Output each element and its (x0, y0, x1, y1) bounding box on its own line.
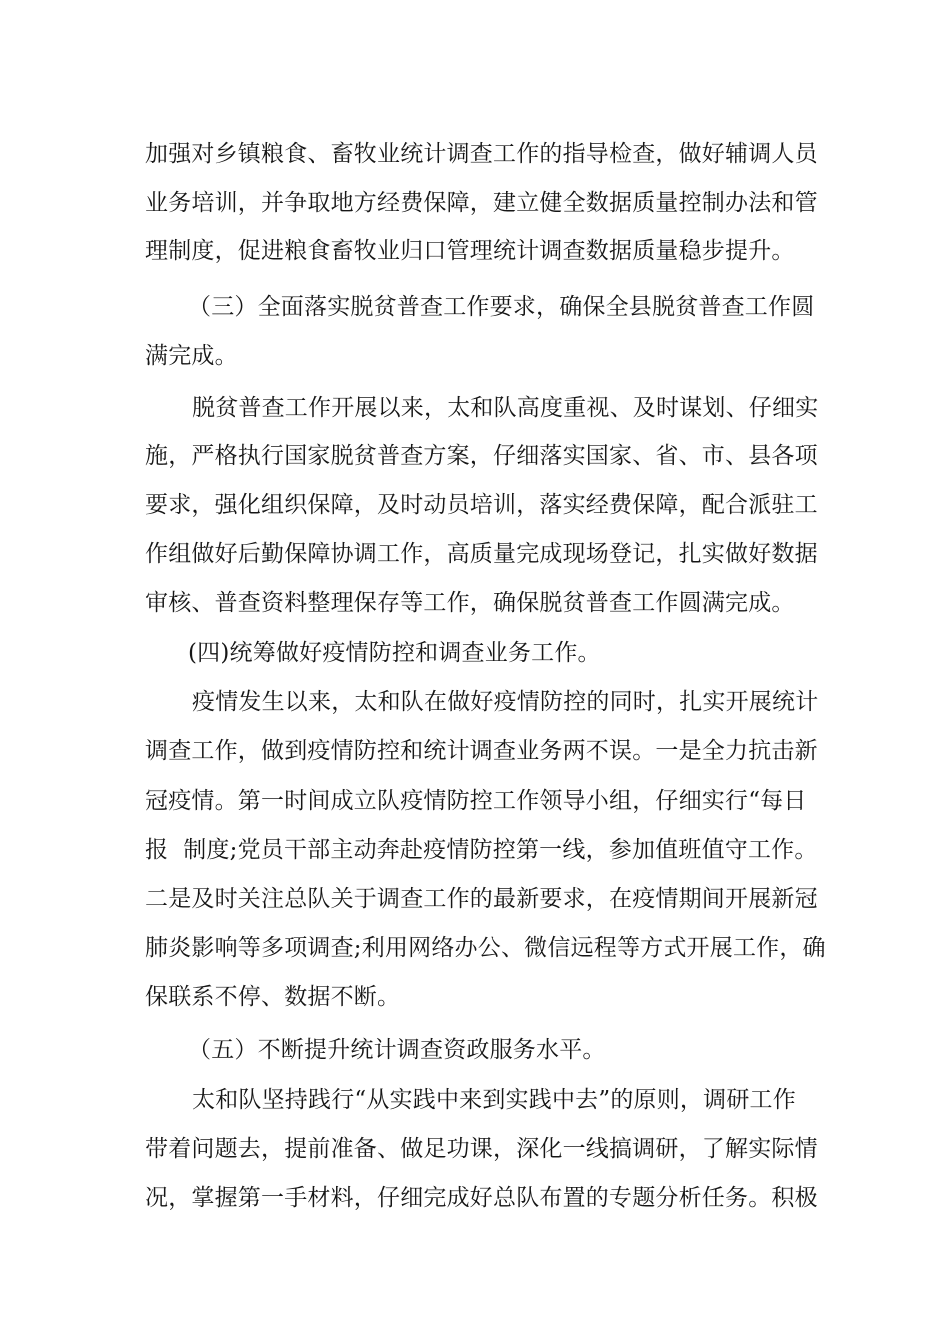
text-line: 审核、普查资料整理保存等工作，确保脱贫普查工作圆满完成。 (145, 590, 795, 616)
section-heading-3-cont: 满完成。 (145, 343, 238, 369)
text-line: 作组做好后勤保障协调工作，高质量完成现场登记，扎实做好数据 (145, 541, 818, 567)
text-line: 脱贫普查工作开展以来，太和队高度重视、及时谋划、仔细实 (192, 395, 819, 421)
text-line: 加强对乡镇粮食、畜牧业统计调查工作的指导检查，做好辅调人员 (145, 141, 818, 167)
text-line: 肺炎影响等多项调查;利用网络办公、微信远程等方式开展工作，确 (145, 935, 826, 961)
text-line: 理制度，促进粮食畜牧业归口管理统计调查数据质量稳步提升。 (145, 238, 795, 264)
text-line: 保联系不停、数据不断。 (145, 984, 401, 1010)
text-line: 报 制度;党员干部主动奔赴疫情防控第一线，参加值班值守工作。 (145, 837, 818, 863)
text-line: 疫情发生以来，太和队在做好疫情防控的同时，扎实开展统计 (192, 689, 819, 715)
text-line: 要求，强化组织保障，及时动员培训，落实经费保障，配合派驻工 (145, 492, 818, 518)
text-line: 二是及时关注总队关于调查工作的最新要求，在疫情期间开展新冠 (145, 886, 818, 912)
text-line: 太和队坚持践行“从实践中来到实践中去”的原则，调研工作 (192, 1087, 796, 1113)
text-line: 施，严格执行国家脱贫普查方案，仔细落实国家、省、市、县各项 (145, 443, 818, 469)
text-line: 调查工作，做到疫情防控和统计调查业务两不误。一是全力抗击新 (145, 738, 818, 764)
section-heading-3: （三）全面落实脱贫普查工作要求，确保全县脱贫普查工作圆 (188, 294, 815, 320)
section-heading-4: (四)统筹做好疫情防控和调查业务工作。 (188, 640, 601, 666)
text-line: 业务培训，并争取地方经费保障，建立健全数据质量控制办法和管 (145, 190, 818, 216)
section-heading-5: （五）不断提升统计调查资政服务水平。 (188, 1037, 606, 1063)
text-line: 冠疫情。第一时间成立队疫情防控工作领导小组，仔细实行“每日 (145, 788, 807, 814)
text-line: 况，掌握第一手材料，仔细完成好总队布置的专题分析任务。积极 (145, 1185, 818, 1211)
text-line: 带着问题去，提前准备、做足功课，深化一线搞调研，了解实际情 (145, 1136, 818, 1162)
